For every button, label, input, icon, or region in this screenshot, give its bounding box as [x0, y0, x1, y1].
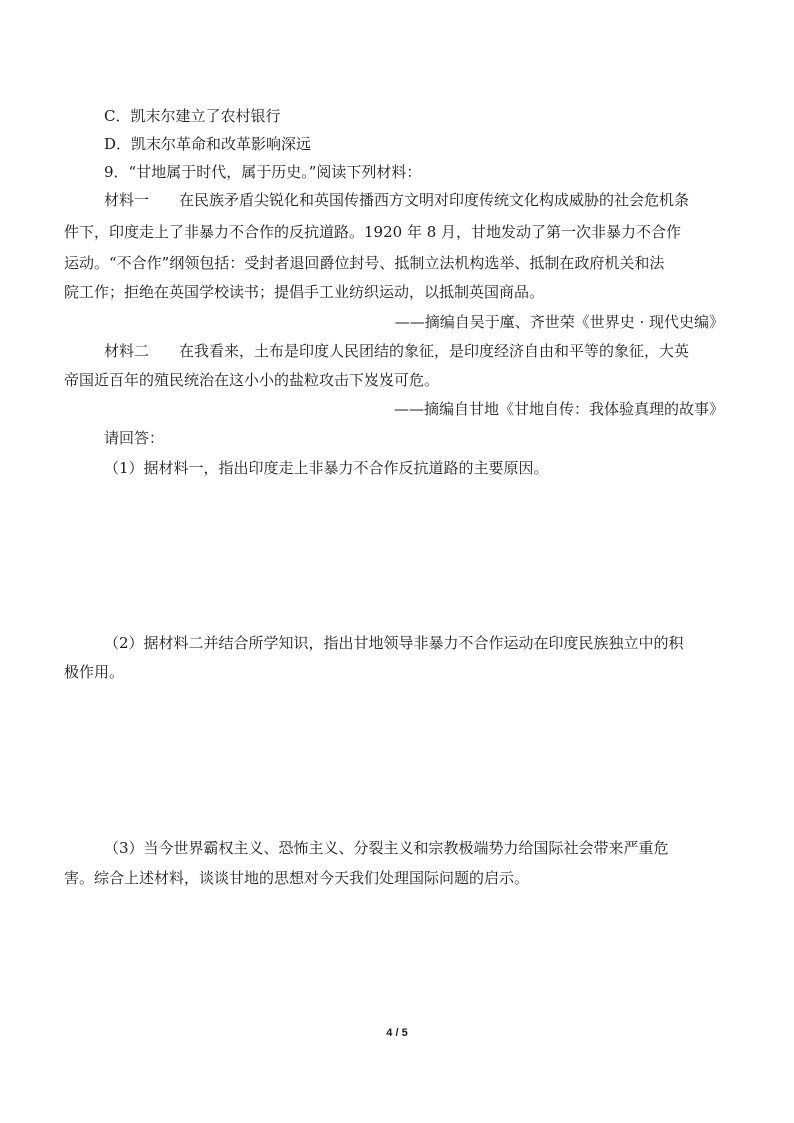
- material-2-line-1: 材料二 在我看来，土布是印度人民团结的象征，是印度经济自由和平等的象征，大英: [104, 342, 690, 360]
- material-1-line-2: 件下，印度走上了非暴力不合作的反抗道路。1920 年 8 月，甘地发动了第一次非暴力不合作: [64, 223, 682, 241]
- option-d: D．凯末尔革命和改革影响深远: [104, 135, 312, 153]
- sub-question-2-line-2: 极作用。: [64, 663, 125, 681]
- material-2-source: ——摘编自甘地《甘地自传：我体验真理的故事》: [393, 400, 724, 418]
- material-2-line-2: 帝国近百年的殖民统治在这小小的盐粒攻击下岌岌可危。: [64, 371, 440, 389]
- sub-question-3-line-1: （3）当今世界霸权主义、恐怖主义、分裂主义和宗教极端势力给国际社会带来严重危: [104, 839, 669, 857]
- sub-question-1: （1）据材料一，指出印度走上非暴力不合作反抗道路的主要原因。: [104, 459, 549, 477]
- material-1-line-3: 运动。“不合作”纲领包括：受封者退回爵位封号、抵制立法机构选举、抵制在政府机关和法: [64, 254, 665, 272]
- option-c: C．凯末尔建立了农村银行: [104, 107, 281, 125]
- material-1-source: ——摘编自吴于廑、齐世荣《世界史 · 现代史编》: [394, 313, 724, 331]
- material-1-line-1: 材料一 在民族矛盾尖锐化和英国传播西方文明对印度传统文化构成威胁的社会危机条: [104, 191, 690, 209]
- answer-prompt: 请回答：: [104, 429, 165, 447]
- page-number: 4 / 5: [386, 1027, 408, 1039]
- sub-question-3-line-2: 害。综合上述材料，谈谈甘地的思想对今天我们处理国际问题的启示。: [64, 869, 530, 887]
- material-1-line-4: 院工作；拒绝在英国学校读书；提倡手工业纺织运动，以抵制英国商品。: [64, 283, 545, 301]
- question-9-stem: 9．“甘地属于时代，属于历史。”阅读下列材料：: [104, 163, 422, 181]
- sub-question-2-line-1: （2）据材料二并结合所学知识，指出甘地领导非暴力不合作运动在印度民族独立中的积: [104, 634, 684, 652]
